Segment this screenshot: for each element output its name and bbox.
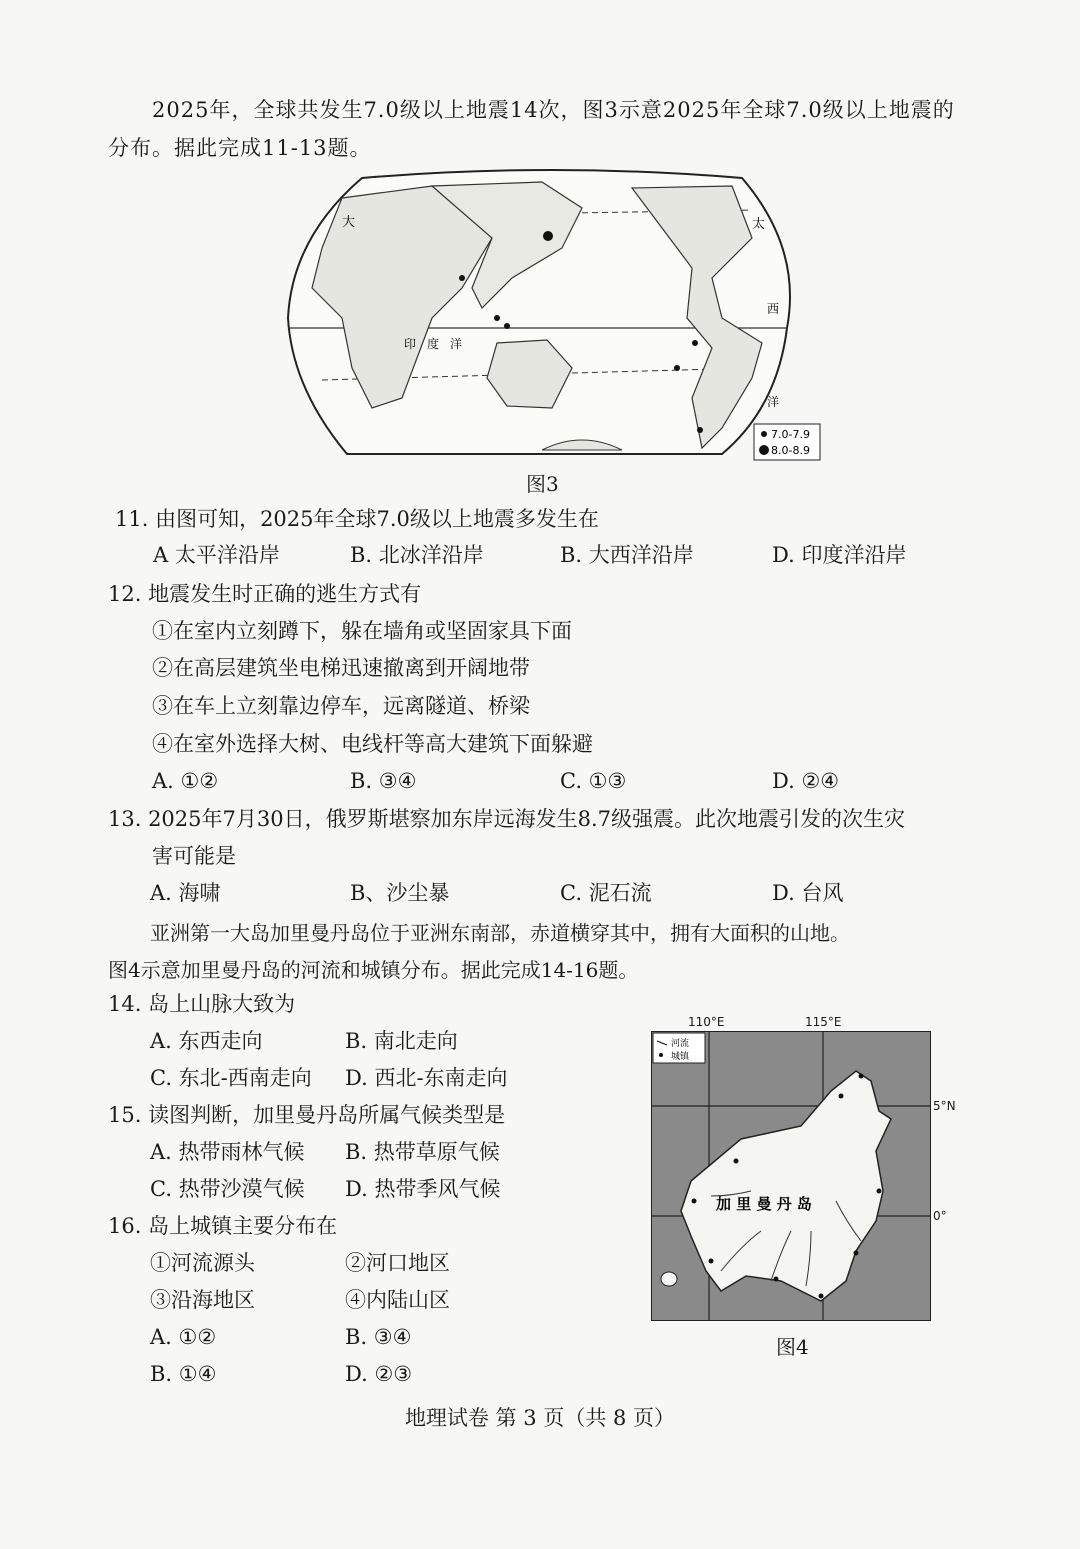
legend-entry-large: 8.0-8.9	[771, 444, 810, 457]
quake-point	[674, 365, 680, 371]
quake-point	[494, 315, 500, 321]
town	[839, 1094, 844, 1099]
figure-4-caption: 图4	[776, 1335, 809, 1359]
q16-option-c: B. ①④	[150, 1362, 217, 1386]
q15-option-b: B. 热带草原气候	[345, 1140, 500, 1164]
q12-option-b: B. ③④	[350, 769, 417, 793]
q16-item-1: ①河流源头	[150, 1251, 255, 1275]
label-atlantic: 大	[342, 215, 356, 230]
town	[859, 1074, 864, 1079]
lat-label-5n: 5°N	[933, 1099, 956, 1113]
town	[692, 1199, 697, 1204]
lon-label-115: 115°E	[805, 1015, 842, 1029]
q16-item-4: ④内陆山区	[345, 1288, 450, 1312]
q13-stem-line-2: 害可能是	[152, 844, 236, 868]
q12-item-2: ②在高层建筑坐电梯迅速撤离到开阔地带	[152, 656, 530, 680]
label-indian-2: 度	[427, 337, 440, 351]
intro2-line-2: 图4示意加里曼丹岛的河流和城镇分布。据此完成14-16题。	[108, 958, 639, 982]
label-pacific: 太	[752, 217, 766, 232]
quake-point	[504, 323, 510, 329]
figure-4-kalimantan-map	[651, 1031, 931, 1321]
quake-point-large	[543, 231, 553, 241]
q12-option-a: A. ①②	[152, 769, 219, 793]
legend-town: 城镇	[671, 1052, 690, 1062]
q13-option-a: A. 海啸	[150, 881, 221, 905]
town	[819, 1294, 824, 1299]
q13-option-b: B、沙尘暴	[350, 881, 450, 905]
q16-item-3: ③沿海地区	[150, 1288, 255, 1312]
page-footer: 地理试卷 第 3 页（共 8 页）	[404, 1406, 676, 1430]
q16-option-a: A. ①②	[150, 1325, 217, 1349]
q14-option-c: C. 东北-西南走向	[150, 1066, 312, 1090]
q12-item-1: ①在室内立刻蹲下，躲在墙角或坚固家具下面	[152, 619, 572, 643]
label-indian-3: 洋	[450, 337, 463, 351]
q16-option-b: B. ③④	[345, 1325, 412, 1349]
q15-stem: 15. 读图判断，加里曼丹岛所属气候类型是	[108, 1103, 506, 1127]
q13-stem-line-1: 13. 2025年7月30日，俄罗斯堪察加东岸远海发生8.7级强震。此次地震引发的次生灾	[108, 807, 905, 831]
town	[854, 1251, 859, 1256]
intro-line-2: 分布。据此完成11-13题。	[108, 136, 372, 160]
q15-option-a: A. 热带雨林气候	[150, 1140, 305, 1164]
lon-label-110: 110°E	[688, 1015, 725, 1029]
q12-stem: 12. 地震发生时正确的逃生方式有	[108, 582, 422, 606]
q13-option-c: C. 泥石流	[560, 881, 652, 905]
q16-option-d: D. ②③	[345, 1362, 413, 1386]
q12-item-4: ④在室外选择大树、电线杆等高大建筑下面躲避	[152, 732, 593, 756]
q11-option-b: B. 北冰洋沿岸	[350, 543, 484, 567]
legend-river: 河流	[671, 1039, 690, 1049]
town	[877, 1189, 882, 1194]
label-indian-1: 印	[404, 337, 417, 351]
q13-option-d: D. 台风	[772, 881, 844, 905]
lat-label-0: 0°	[933, 1209, 947, 1223]
figure-3-caption: 图3	[526, 472, 559, 496]
town	[734, 1159, 739, 1164]
town	[774, 1277, 779, 1282]
intro2-line-1: 亚洲第一大岛加里曼丹岛位于亚洲东南部，赤道横穿其中，拥有大面积的山地。	[150, 921, 850, 945]
q11-option-d: D. 印度洋沿岸	[772, 543, 907, 567]
quake-point	[459, 275, 465, 281]
legend-entry-small: 7.0-7.9	[771, 428, 810, 441]
q11-option-a: A 太平洋沿岸	[153, 543, 280, 567]
figure-3-world-map	[282, 168, 822, 466]
q14-stem: 14. 岛上山脉大致为	[108, 992, 296, 1016]
q16-stem: 16. 岛上城镇主要分布在	[108, 1214, 338, 1238]
quake-point	[697, 427, 703, 433]
label-atlantic-ocean: 洋	[767, 395, 780, 409]
q14-option-b: B. 南北走向	[345, 1029, 458, 1053]
q11-option-c: B. 大西洋沿岸	[560, 543, 694, 567]
q14-option-d: D. 西北-东南走向	[345, 1066, 508, 1090]
q12-item-3: ③在车上立刻靠边停车，远离隧道、桥梁	[152, 694, 530, 718]
q15-option-c: C. 热带沙漠气候	[150, 1177, 305, 1201]
q12-option-c: C. ①③	[560, 769, 627, 793]
intro-line-1: 2025年，全球共发生7.0级以上地震14次，图3示意2025年全球7.0级以上地震的	[152, 98, 955, 122]
quake-point	[692, 340, 698, 346]
town	[709, 1259, 714, 1264]
q12-option-d: D. ②④	[772, 769, 840, 793]
q16-item-2: ②河口地区	[345, 1251, 450, 1275]
label-atlantic-west: 西	[767, 302, 780, 316]
island-label: 加 里 曼 丹 岛	[716, 1195, 812, 1213]
q15-option-d: D. 热带季风气候	[345, 1177, 501, 1201]
q11-stem: 11. 由图可知，2025年全球7.0级以上地震多发生在	[115, 507, 599, 531]
q14-option-a: A. 东西走向	[150, 1029, 263, 1053]
